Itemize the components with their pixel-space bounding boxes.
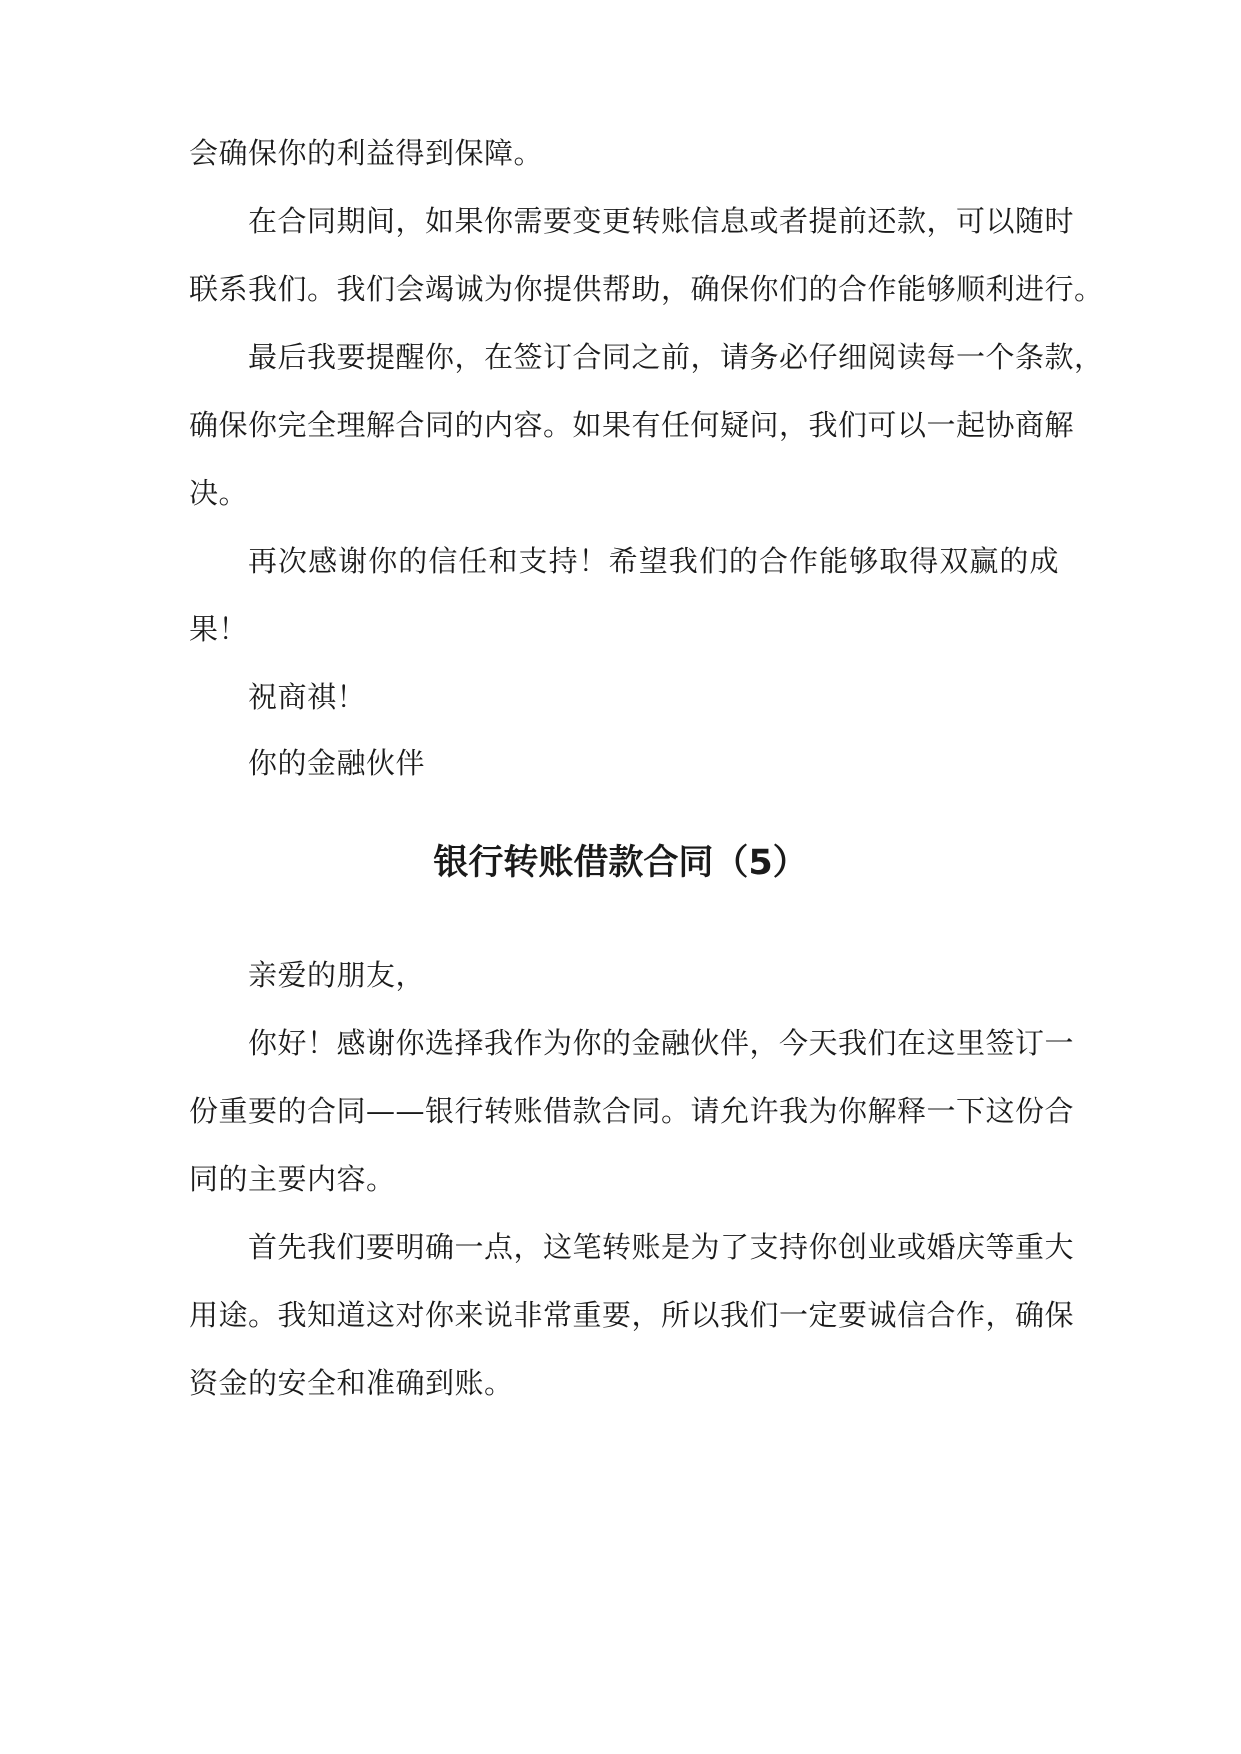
section-title: 银行转账借款合同（5） [433,843,808,883]
text-line: 果！ [189,612,249,646]
text-line: 会确保你的利益得到保障。 [189,136,544,170]
greeting-line: 亲爱的朋友， [248,958,426,992]
text-line: 确保你完全理解合同的内容。如果有任何疑问，我们可以一起协商解 [189,408,1075,442]
text-line: 份重要的合同——银行转账借款合同。请允许我为你解释一下这份合 [189,1094,1075,1128]
text-line: 同的主要内容。 [189,1162,396,1196]
text-line: 决。 [189,476,249,510]
signature-line: 你的金融伙伴 [248,746,426,780]
text-line: 首先我们要明确一点，这笔转账是为了支持你创业或婚庆等重大 [248,1230,1075,1264]
text-line: 资金的安全和准确到账。 [189,1366,514,1400]
text-line: 在合同期间，如果你需要变更转账信息或者提前还款，可以随时 [248,204,1075,238]
text-line: 用途。我知道这对你来说非常重要，所以我们一定要诚信合作，确保 [189,1298,1075,1332]
closing-salutation: 祝商祺！ [248,680,367,714]
text-line: 最后我要提醒你，在签订合同之前，请务必仔细阅读每一个条款， [248,340,1104,374]
text-line: 联系我们。我们会竭诚为你提供帮助，确保你们的合作能够顺利进行。 [189,272,1104,306]
text-line: 再次感谢你的信任和支持！希望我们的合作能够取得双赢的成 [248,544,1059,578]
text-line: 你好！感谢你选择我作为你的金融伙伴，今天我们在这里签订一 [248,1026,1075,1060]
